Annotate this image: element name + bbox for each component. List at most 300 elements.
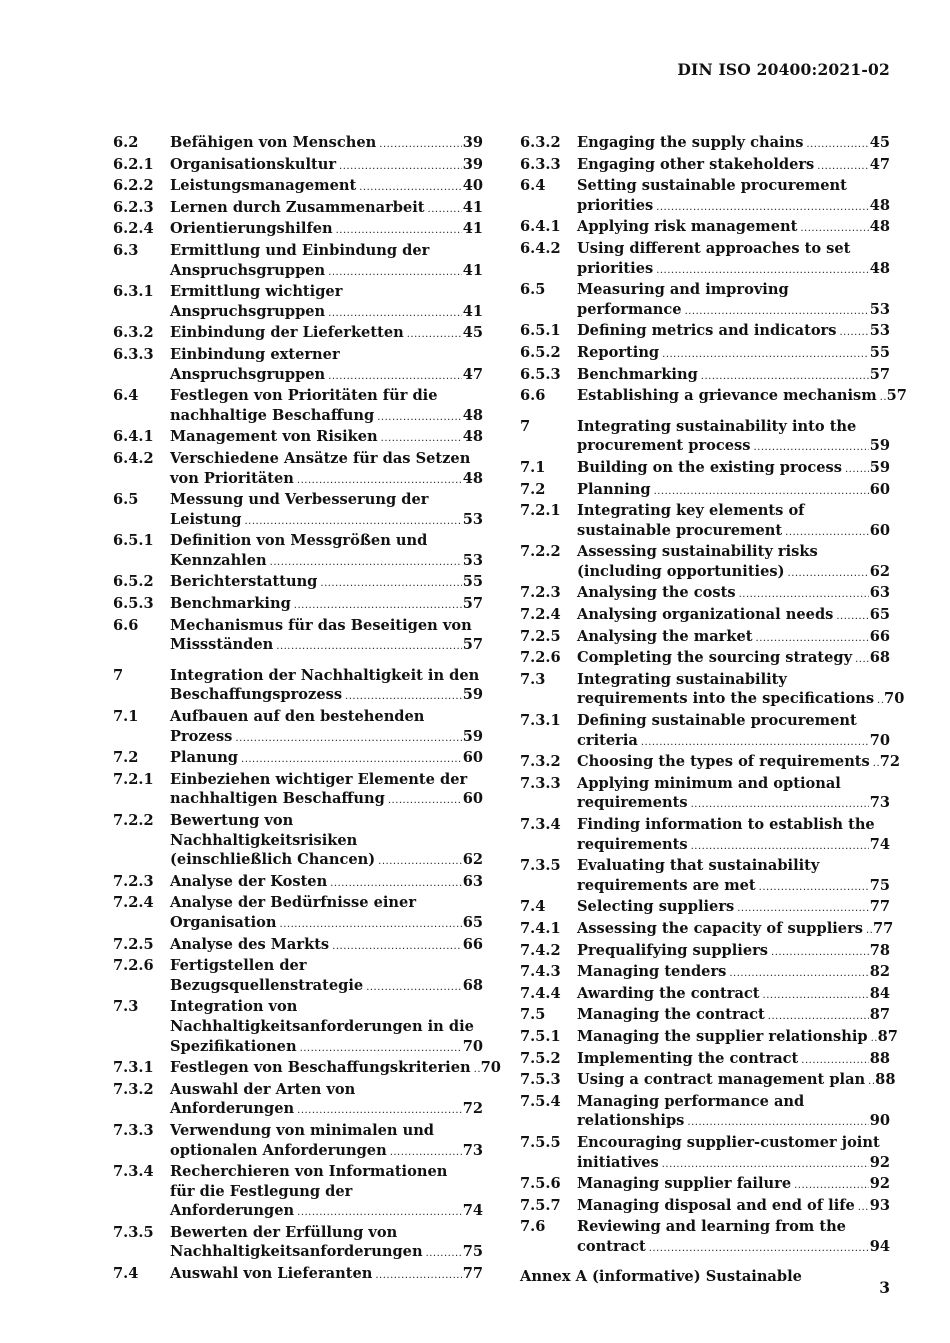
dot-leader	[817, 157, 868, 177]
toc-entry-title-line: Management von Risiken	[170, 428, 378, 446]
toc-entry[interactable]	[113, 811, 483, 872]
toc-entry-title-line: Integrating sustainability	[577, 670, 787, 688]
toc-entry-title-line: Nachhaltigkeitsanforderungen in die	[170, 1017, 474, 1035]
toc-entry-page: 70	[462, 1037, 483, 1055]
toc-entry[interactable]	[113, 572, 483, 594]
toc-column-english	[520, 133, 907, 1287]
toc-entry[interactable]	[520, 897, 890, 919]
toc-entry-number: 6.3.1	[113, 283, 154, 301]
toc-entry-title-line: Anspruchsgruppen	[170, 261, 326, 279]
toc-entry-number: 7.2.6	[113, 957, 154, 975]
toc-entry-title-line: Assessing sustainability risks	[577, 543, 818, 561]
toc-entry-page: 57	[869, 365, 890, 383]
toc-entry[interactable]	[113, 345, 483, 386]
toc-entry-title-line: Evaluating that sustainability	[577, 857, 820, 875]
toc-entry[interactable]	[520, 1174, 890, 1196]
toc-entry-number: 7.2.4	[113, 894, 154, 912]
dot-leader	[328, 367, 462, 387]
toc-entry-page: 72	[462, 1100, 483, 1118]
toc-entry-page: 48	[869, 218, 890, 236]
dot-leader	[877, 691, 883, 711]
toc-entry-number: 7.3.4	[113, 1163, 154, 1181]
toc-entry[interactable]	[520, 542, 890, 583]
toc-entry-page: 53	[869, 300, 890, 318]
toc-entry-title-line: Integration der Nachhaltigkeit in den	[170, 666, 480, 684]
toc-entry-number: 6.5	[113, 491, 139, 509]
toc-entry-page: 84	[869, 984, 890, 1002]
toc-entry-page: 62	[462, 851, 483, 869]
toc-entry-title-line: sustainable procurement	[577, 521, 783, 539]
toc-entries-english	[520, 133, 907, 1258]
toc-entry-number: 7.5.6	[520, 1175, 561, 1193]
toc-entry[interactable]	[113, 449, 483, 490]
toc-entry[interactable]	[113, 282, 483, 323]
toc-entry-page: 65	[869, 606, 890, 624]
toc-entry[interactable]	[520, 1092, 890, 1133]
toc-entry-title-line: Missständen	[170, 636, 274, 654]
toc-entry-number: 6.2.1	[113, 155, 154, 173]
dot-leader	[871, 1029, 877, 1049]
toc-entry-page: 63	[869, 584, 890, 602]
toc-entry-title-line: Selecting suppliers	[577, 898, 735, 916]
toc-entry[interactable]	[113, 1223, 483, 1264]
toc-entry-title-line: Managing the contract	[577, 1006, 765, 1024]
toc-entry[interactable]	[113, 956, 483, 997]
toc-entry[interactable]	[113, 748, 483, 770]
toc-entry-title-line: Benchmarking	[577, 365, 698, 383]
toc-entry-title-line: Anforderungen	[170, 1202, 295, 1220]
dot-leader	[794, 1176, 869, 1196]
toc-entry-number: 7.5.7	[520, 1196, 561, 1214]
toc-entry-number: 6.5.1	[520, 322, 561, 340]
toc-entry-page: 68	[462, 976, 483, 994]
toc-entry-number: 7.4.3	[520, 963, 561, 981]
toc-entry-number: 7	[113, 666, 124, 684]
dot-leader	[868, 1072, 874, 1092]
toc-entry-number: 7.2.4	[520, 606, 561, 624]
toc-entry[interactable]	[113, 935, 483, 957]
toc-entry-page: 59	[462, 727, 483, 745]
toc-entry-page: 73	[462, 1141, 483, 1159]
toc-entry-title-line: Berichterstattung	[170, 573, 318, 591]
toc-entry[interactable]	[520, 458, 890, 480]
toc-entry-page: 63	[462, 872, 483, 890]
toc-entry-title-line: Integrating key elements of	[577, 502, 805, 520]
toc-entry[interactable]	[520, 501, 890, 542]
toc-entry-page: 77	[869, 898, 890, 916]
toc-entry-number: 7.3.5	[113, 1223, 154, 1241]
toc-entry-number: 6.5.3	[113, 595, 154, 613]
toc-entry[interactable]	[113, 1264, 483, 1286]
toc-entry[interactable]	[520, 417, 890, 458]
dot-leader	[754, 438, 869, 458]
toc-entry-page: 75	[869, 876, 890, 894]
page-number: 3	[879, 1278, 890, 1297]
toc-entry-title-line: Orientierungshilfen	[170, 220, 333, 238]
toc-entry-page: 48	[869, 259, 890, 277]
toc-entry-title-line: Assessing the capacity of suppliers	[577, 919, 863, 937]
toc-entry-title-line: Bezugsquellenstrategie	[170, 976, 364, 994]
toc-entry-title-line: Integrating sustainability into the	[577, 417, 857, 435]
toc-entry-number: 7.3.1	[520, 712, 561, 730]
toc-entry-title-line: Spezifikationen	[170, 1037, 297, 1055]
toc-entry-number: 7.2.2	[520, 543, 561, 561]
toc-entry-page: 73	[869, 794, 890, 812]
toc-entry-number: 7.2.3	[113, 872, 154, 890]
toc-entry[interactable]	[520, 774, 890, 815]
toc-entry-title-line: Festlegen von Prioritäten für die	[170, 387, 438, 405]
toc-entry-number: 7.2	[520, 480, 546, 498]
dot-leader	[330, 874, 461, 894]
toc-entry[interactable]	[520, 365, 890, 387]
toc-entry[interactable]	[113, 1121, 483, 1162]
toc-entry-number: 7.3.3	[113, 1121, 154, 1139]
dot-leader	[474, 1060, 480, 1080]
toc-entry[interactable]	[520, 480, 890, 502]
toc-entry[interactable]	[520, 1217, 890, 1258]
toc-entry-number: 6.5	[520, 281, 546, 299]
dot-leader	[873, 754, 879, 774]
toc-entry-title-line: Applying risk management	[577, 218, 798, 236]
dot-leader	[806, 135, 868, 155]
toc-entry-number: 6.5.3	[520, 365, 561, 383]
dot-leader	[656, 198, 868, 218]
dot-leader	[390, 1143, 462, 1163]
dot-leader	[336, 221, 462, 241]
toc-entry-number: 7.2.1	[520, 502, 561, 520]
toc-entry[interactable]	[113, 427, 483, 449]
toc-entry-title-line: Awarding the contract	[577, 984, 760, 1002]
toc-entry-page: 39	[462, 134, 483, 151]
toc-entry[interactable]	[113, 531, 483, 572]
toc-entry-number: 6.2.4	[113, 220, 154, 238]
toc-entry[interactable]	[520, 1049, 890, 1071]
toc-entry-page: 92	[869, 1153, 890, 1171]
toc-entry[interactable]	[520, 280, 890, 321]
toc-entry-page: 60	[869, 521, 890, 539]
toc-entry-page: 88	[875, 1071, 896, 1089]
annex-a-entry[interactable]: Annex A (informative) Sustainable	[520, 1268, 802, 1286]
toc-entry-title-line: Prequalifying suppliers	[577, 941, 769, 959]
dot-leader	[339, 157, 462, 177]
toc-entry-title-line: Encouraging supplier-customer joint	[577, 1133, 880, 1151]
toc-entry-title-line: priorities	[577, 196, 654, 214]
toc-entry-number: 6.5.2	[520, 343, 561, 361]
toc-entry-title-line: Befähigen von Menschen	[170, 134, 377, 151]
toc-entry-title-line: Applying minimum and optional	[577, 774, 841, 792]
dot-leader	[836, 607, 868, 627]
toc-entry-number: 6.4.1	[520, 218, 561, 236]
toc-entry-number: 6.2	[113, 134, 139, 151]
toc-entry-page: 48	[462, 428, 483, 446]
toc-entry-page: 75	[462, 1243, 483, 1261]
toc-entry-title-line: Fertigstellen der	[170, 957, 307, 975]
dot-leader	[656, 261, 868, 281]
toc-entry-page: 41	[462, 220, 483, 238]
dot-leader	[377, 408, 461, 428]
toc-entry[interactable]	[113, 198, 483, 220]
toc-entry[interactable]	[520, 1027, 898, 1049]
toc-entry[interactable]	[520, 815, 890, 856]
toc-entry-number: 7.5.3	[520, 1071, 561, 1089]
dot-leader	[270, 553, 462, 573]
toc-entry[interactable]	[113, 666, 483, 707]
toc-entry-number: 7.3.2	[113, 1080, 154, 1098]
dot-leader	[771, 943, 869, 963]
toc-entry-title-line: Einbindung der Lieferketten	[170, 324, 404, 342]
toc-entry[interactable]	[520, 343, 890, 365]
toc-entry-number: 7	[520, 417, 531, 435]
toc-entry-title-line: Aufbauen auf den bestehenden	[170, 708, 425, 726]
toc-entry[interactable]	[113, 386, 483, 427]
toc-entry-title-line: Setting sustainable procurement	[577, 177, 847, 195]
toc-entry[interactable]	[520, 1070, 896, 1092]
dot-leader	[737, 899, 868, 919]
toc-entry[interactable]	[113, 893, 483, 934]
dot-leader	[701, 367, 869, 387]
dot-leader	[654, 482, 869, 502]
toc-entry-page: 87	[877, 1027, 898, 1045]
toc-entry-title-line: Establishing a grievance mechanism	[577, 387, 877, 405]
toc-entry-title-line: performance	[577, 300, 682, 318]
toc-entry-number: 7.5.5	[520, 1133, 561, 1151]
toc-entry[interactable]	[113, 616, 483, 657]
toc-entry[interactable]	[113, 490, 483, 531]
toc-entry[interactable]	[113, 1058, 501, 1080]
toc-entry-title-line: contract	[577, 1237, 646, 1255]
toc-entry-title-line: Nachhaltigkeitsrisiken	[170, 831, 358, 849]
toc-entry[interactable]	[520, 962, 890, 984]
toc-entry-title-line: Leistung	[170, 510, 242, 528]
toc-entry-title-line: Verwendung von minimalen und	[170, 1121, 435, 1139]
toc-entry-number: 7.3.1	[113, 1059, 154, 1077]
toc-entry-page: 59	[462, 686, 483, 704]
toc-entry-title-line: Implementing the contract	[577, 1049, 799, 1067]
toc-entry[interactable]	[520, 176, 890, 217]
toc-entry-number: 7.6	[520, 1218, 546, 1236]
toc-entry[interactable]	[520, 1196, 890, 1218]
dot-leader	[328, 304, 462, 324]
toc-entry-title-line: Analysing the market	[577, 627, 753, 645]
toc-entry-number: 6.3.2	[520, 134, 561, 151]
toc-entry-title-line: criteria	[577, 731, 638, 749]
toc-entry-title-line: optionalen Anforderungen	[170, 1141, 387, 1159]
toc-entry[interactable]	[520, 670, 905, 711]
toc-entry-title-line: requirements	[577, 835, 688, 853]
toc-entry-number: 7.4.1	[520, 919, 561, 937]
toc-entry-title-line: Bewerten der Erfüllung von	[170, 1223, 398, 1241]
toc-entry-title-line: Nachhaltigkeitsanforderungen	[170, 1243, 423, 1261]
toc-entry-title-line: requirements are met	[577, 876, 756, 894]
toc-entry-title-line: Managing tenders	[577, 963, 727, 981]
dot-leader	[379, 135, 461, 155]
dot-leader	[687, 1113, 868, 1133]
toc-entry[interactable]	[520, 133, 890, 155]
toc-entry[interactable]	[520, 919, 894, 941]
toc-entry[interactable]	[520, 1133, 890, 1174]
toc-entry-page: 59	[869, 437, 890, 455]
dot-leader	[785, 523, 869, 543]
toc-entry-page: 82	[869, 963, 890, 981]
toc-entry-title-line: Bewertung von	[170, 812, 294, 829]
dot-leader	[839, 323, 868, 343]
toc-entry-page: 66	[869, 627, 890, 645]
toc-entry-page: 94	[869, 1237, 890, 1255]
toc-entry-title-line: Engaging the supply chains	[577, 134, 804, 151]
toc-entry-number: 7.2.5	[520, 627, 561, 645]
toc-entry[interactable]	[113, 770, 483, 811]
toc-entry-page: 74	[462, 1202, 483, 1220]
toc-entry[interactable]	[113, 241, 483, 282]
toc-entry-page: 93	[869, 1196, 890, 1214]
toc-entry-title-line: Auswahl von Lieferanten	[170, 1265, 373, 1283]
toc-entry[interactable]	[520, 583, 890, 605]
toc-entry-page: 45	[462, 324, 483, 342]
dot-leader	[280, 915, 462, 935]
toc-entry-number: 6.3	[113, 241, 139, 259]
toc-entry[interactable]	[520, 1005, 890, 1027]
toc-entry-number: 6.4	[520, 177, 546, 195]
toc-entry-page: 59	[869, 458, 890, 476]
toc-entry[interactable]	[520, 648, 890, 670]
toc-entry[interactable]	[520, 321, 890, 343]
toc-entry-page: 47	[462, 365, 483, 383]
dot-leader	[756, 629, 869, 649]
toc-entry-page: 87	[869, 1006, 890, 1024]
toc-entry-title-line: Building on the existing process	[577, 458, 842, 476]
dot-leader	[788, 564, 869, 584]
toc-entry[interactable]	[520, 605, 890, 627]
dot-leader	[375, 1266, 461, 1286]
dot-leader	[320, 574, 461, 594]
dot-leader	[739, 585, 869, 605]
toc-entry[interactable]	[113, 219, 483, 241]
toc-entry[interactable]	[520, 752, 901, 774]
toc-entry-number: 7.5.4	[520, 1092, 561, 1110]
toc-entry-number: 7.2.3	[520, 584, 561, 602]
toc-entry-page: 57	[462, 636, 483, 654]
toc-entry-title-line: Analysing organizational needs	[577, 606, 834, 624]
toc-entry-title-line: requirements	[577, 794, 688, 812]
toc-entry-number: 7.2.5	[113, 935, 154, 953]
toc-entry-title-line: initiatives	[577, 1153, 659, 1171]
dot-leader	[691, 795, 869, 815]
toc-entry-title-line: procurement process	[577, 437, 751, 455]
toc-entry-number: 7.2	[113, 749, 139, 767]
toc-entry-title-line: Using a contract management plan	[577, 1071, 866, 1089]
toc-entry[interactable]	[520, 941, 890, 963]
toc-entry-page: 40	[462, 177, 483, 195]
toc-entry[interactable]	[113, 594, 483, 616]
toc-entry-number: 6.2.2	[113, 177, 154, 195]
dot-leader	[359, 178, 461, 198]
toc-entry-title-line: Definition von Messgrößen und	[170, 532, 428, 550]
toc-entry-title-line: Prozess	[170, 727, 233, 745]
toc-entry-page: 88	[869, 1049, 890, 1067]
toc-entry-title-line: Beschaffungsprozess	[170, 686, 343, 704]
toc-entry-page: 53	[462, 510, 483, 528]
dot-leader	[691, 837, 869, 857]
toc-entry-title-line: Organisationskultur	[170, 155, 337, 173]
toc-entry-title-line: Organisation	[170, 913, 277, 931]
toc-entry[interactable]	[520, 856, 890, 897]
toc-entry[interactable]	[520, 239, 890, 280]
toc-entry[interactable]	[520, 217, 890, 239]
dot-leader	[426, 1244, 462, 1264]
dot-leader	[241, 750, 462, 770]
toc-entry-title-line: Choosing the types of requirements	[577, 753, 870, 771]
toc-entry-title-line: Benchmarking	[170, 595, 291, 613]
toc-entry-number: 7.3	[520, 670, 546, 688]
toc-entry-number: 6.6	[113, 616, 139, 634]
toc-entry-title-line: von Prioritäten	[170, 469, 294, 487]
toc-entry-title-line: Anforderungen	[170, 1100, 295, 1118]
toc-entry[interactable]	[520, 711, 890, 752]
toc-entry-number: 7.4	[113, 1265, 139, 1283]
toc-entry-title-line: Finding information to establish the	[577, 816, 875, 833]
dot-leader	[759, 878, 869, 898]
toc-entry[interactable]	[113, 872, 483, 894]
dot-leader	[366, 978, 462, 998]
toc-entry-page: 48	[462, 469, 483, 487]
toc-entry-title-line: Analyse des Markts	[170, 935, 330, 953]
toc-entry-number: 6.4	[113, 387, 139, 405]
toc-entry[interactable]	[520, 984, 890, 1006]
toc-entry[interactable]	[113, 323, 483, 345]
toc-entry-number: 6.4.1	[113, 428, 154, 446]
toc-entry[interactable]	[520, 386, 907, 408]
toc-entry[interactable]	[113, 1080, 483, 1121]
toc-entry-number: 7.4.4	[520, 984, 561, 1002]
dot-leader	[729, 964, 868, 984]
toc-entry[interactable]	[113, 155, 483, 177]
toc-entry[interactable]	[113, 997, 483, 1058]
toc-entry-title-line: Reporting	[577, 343, 660, 361]
toc-entry-title-line: Using different approaches to set	[577, 239, 851, 257]
toc-entry-page: 41	[462, 198, 483, 216]
toc-entry[interactable]	[113, 176, 483, 198]
toc-entry-title-line: Ermittlung und Einbindung der	[170, 241, 430, 259]
toc-entry-page: 90	[869, 1112, 890, 1130]
toc-entry-title-line: priorities	[577, 259, 654, 277]
toc-entry-number: 7.2.2	[113, 812, 154, 829]
toc-entry-number: 6.2.3	[113, 198, 154, 216]
toc-entry[interactable]	[113, 133, 483, 155]
dot-leader	[276, 637, 461, 657]
toc-entry-number: 7.3	[113, 998, 139, 1016]
toc-entry-page: 74	[869, 835, 890, 853]
toc-entry-page: 78	[869, 941, 890, 959]
dot-leader	[662, 345, 869, 365]
toc-entry[interactable]	[113, 1162, 483, 1223]
toc-entry-title-line: für die Festlegung der	[170, 1182, 353, 1200]
dot-leader	[297, 471, 462, 491]
toc-entry-page: 68	[869, 649, 890, 667]
toc-entry-page: 48	[869, 196, 890, 214]
toc-entry-title-line: Kennzahlen	[170, 551, 267, 569]
dot-leader	[332, 937, 462, 957]
toc-entry[interactable]	[520, 155, 890, 177]
toc-entry-page: 77	[872, 919, 894, 937]
toc-entry[interactable]	[113, 707, 483, 748]
toc-entry-title-line: (including opportunities)	[577, 562, 785, 580]
toc-entry-number: 6.4.2	[520, 239, 561, 257]
toc-entry-title-line: Lernen durch Zusammenarbeit	[170, 198, 425, 216]
dot-leader	[381, 429, 462, 449]
dot-leader	[345, 687, 462, 707]
toc-entry-title-line: Managing the supplier relationship	[577, 1027, 868, 1045]
toc-entry[interactable]	[520, 627, 890, 649]
